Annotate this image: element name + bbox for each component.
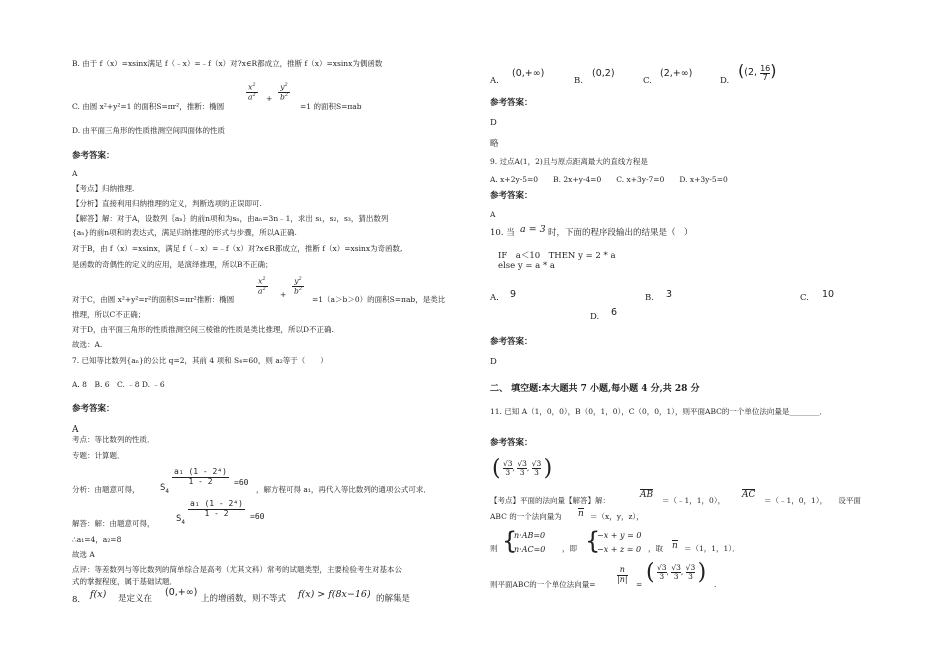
answer-label: 参考答案： [490,98,533,108]
s4-symbol: $S_4$ [160,483,170,495]
q8-text-3: 的解集是 [376,594,411,604]
solution-line-3-tail: ＝（1，1，1）． [684,544,740,553]
jieda-line-1: 【解答】解：对于A，设数列｛aₙ｝的前n项和为sₙ，由aₙ=3n﹣1，求出 s₁，s₂，s₃，猜出数列 [72,214,389,223]
brace-left: { [502,527,518,555]
option-b-value: (0,2) [592,68,615,79]
answer-label: 参考答案： [490,191,533,201]
answer-value: D [490,357,497,367]
option-c-value: (2,+∞) [660,68,693,79]
question-9: 9. 过点A(1，2)且与原点距离最大的直线方程是 [490,157,648,166]
answer-value: A [72,169,78,178]
option-d-text: D. 由平面三角形的性质推测空间四面体的性质 [72,126,226,135]
solution-line-3-prefix: 则 [490,544,498,553]
conclusion: 故选：A. [72,340,103,349]
q8-text-2: 上的增函数，则不等式 [201,594,287,604]
answer-value: A [490,210,496,219]
kaodian-line: 【考点】归纳推理. [72,184,135,193]
answer-value: D [490,118,497,128]
q10-option-d-value: 6 [611,307,618,318]
q10-option-a-label: A. [490,293,499,303]
solution-line-2-tail: ＝（x，y，z）， [590,512,644,521]
normal-vector-n: n [672,541,678,551]
answer-label: 参考答案： [72,151,115,161]
program-line-2: else y = a * a [498,261,555,271]
jieda-line: 解答：解：由题意可得， [72,519,155,528]
q8-interval: (0,+∞) [165,587,198,598]
answer-value: A [72,425,79,435]
q10-option-c-value: 10 [822,289,835,300]
jieda-line-5-tail: =1（a＞b＞0）的面积S=πab，是类比 [312,295,446,304]
unit-vector-fraction: n |n| [617,565,628,584]
question-7: 7. 已知等比数列{aₙ}的公比 q=2，其前 4 项和 S₄=60，则 a₂等于（ ） [72,356,328,365]
option-a-value: (0,+∞) [512,68,545,79]
q8-inequality: f(x) > f(8x−16) [298,589,371,600]
program-line-1: IF a＜10 THEN y = 2 * a [498,251,616,261]
equals-sign: = [636,580,643,589]
s4-fraction: $\frac{\text{a₁ (1 - 2⁴)}}{1 - 2}$ [174,467,227,486]
s4-fraction: $\frac{\text{a₁ (1 - 2⁴)}}{1 - 2}$ [190,499,243,518]
omitted-note: 略 [490,139,499,149]
answer-label: 参考答案： [490,337,533,347]
fraction-x2-a2-b: $\frac{x^2}{a^2}$ [258,276,266,296]
solution-line-4: 则平面ABC的一个单位法向量= [490,580,596,589]
result-line: ∴a₁=4，a₂=8 [72,535,122,544]
option-d-label: D. [720,76,730,86]
choice-line: 故选 A [72,550,95,559]
equation-2: −x + z = 0 [597,545,642,554]
jieda-line-4: 是函数的奇偶性的定义的应用，是演绎推理，所以B不正确； [72,260,273,269]
answer-label: 参考答案： [490,438,533,448]
solution-line-3-take: ，取 [648,544,663,553]
answer-label: 参考答案： [72,404,115,414]
answer-vector: ( $\frac{√3}{3}$ , $\frac{√3}{3}$ , $\frac{√3}{3}$ ) [492,456,553,481]
equals-60: =60 [234,478,249,487]
option-b-text: B. 由于 f（x）=xsinx满足 f（﹣x）=﹣f（x）对?x∈R都成立，推断 f（x）=xsinx为偶函数 [72,59,383,68]
vector-ac: AC [742,490,756,500]
s4-symbol: $S_4$ [176,514,186,526]
period: . [714,580,717,589]
question-11: 11. 已知 A（1，0，0），B（0，1，0），C（0，0，1），则平面ABC的一个单位法向量是________． [490,407,827,416]
jieda-line-6: 推理，所以C不正确； [72,310,146,319]
q10-condition: a = 3 [520,224,546,235]
kaodian-line: 考点：等比数列的性质． [72,435,155,444]
q10-option-d-label: D. [590,312,600,322]
equation-n-ab: n·AB=0 [514,531,546,540]
jieda-line-5: 对于C，由圆 x²+y²=r²的面积S=πr²推断：椭圆 [72,295,235,304]
fraction-y2-b2: $\frac{y^2}{b^2}$ [280,82,288,102]
solution-line-1: 【考点】平面的法向量【解答】解： [490,496,610,505]
option-c-text: C. 由圆 x²+y²=1 的面积S=πr²，推断：椭圆 [72,102,225,111]
section-heading: 二、 填空题:本大题共 7 小题,每小题 4 分,共 28 分 [490,384,700,394]
question-10-prefix: 10. 当 [490,228,515,238]
q10-option-a-value: 9 [510,289,517,300]
vector-ab: AB [640,490,654,500]
option-d-value: ((2, $\frac{16}{7}$ ) [738,61,777,82]
fraction-y2-b2-b: $\frac{y^2}{b^2}$ [294,276,302,296]
fenxi-line: 【分析】直接利用归纳推理的定义，判断选项的正误即可. [72,199,262,208]
question-7-options: A. 8 B. 6 C. ﹣8 D. ﹣6 [72,380,165,389]
jieda-line-7: 对于D，由平面三角形的性质推测空间三棱锥的性质是类比推理，所以D不正确. [72,325,334,334]
option-a-label: A. [490,76,499,86]
solution-line-2: ABC 的一个法向量为 [490,512,562,521]
fenxi-line: 分析：由题意可得， [72,485,140,494]
zhuanti-line: 专题：计算题． [72,451,125,460]
brace-left: { [585,527,601,555]
option-b-label: B. [574,76,583,86]
jieda-line-2: {aₙ}的前n项和的表达式，满足归纳推理的形式与步骤，所以A正确. [72,228,297,237]
q10-option-b-label: B. [645,293,654,303]
question-9-options: A. x+2y-5=0 B. 2x+y-4=0 C. x+3y-7=0 D. x+3y-5=0 [490,175,728,184]
option-c-tail: =1 的面积S=πab [300,102,362,111]
equals-60: =60 [250,512,265,521]
question-8-number: 8. [72,595,81,605]
fenxi-tail: ，解方程可得 a₁，再代入等比数列的通项公式可求． [256,485,431,494]
dianping-line-1: 点评：等差数列与等比数列的简单综合是高考（尤其文科）常考的试题类型，主要检验考生对基本公 [72,565,402,574]
solution-line-1-tail: ＝（﹣1，0，1）， 设平面 [764,496,861,505]
plus-sign: + [280,290,287,299]
q10-option-c-label: C. [800,293,809,303]
normal-vector-n: n [578,509,584,519]
question-10-text: 时，下面的程序段输出的结果是（ ） [548,228,693,238]
q8-function: f(x) [90,589,107,600]
equation-n-ac: n·AC=0 [514,545,546,554]
jieda-line-3: 对于B，由 f（x）=xsinx，满足 f（﹣x）=﹣f（x）对?x∈R都成立，推断 f（x）=xsinx为奇函数, [72,244,403,253]
solution-line-1-mid: ＝（﹣1，1，0）， [662,496,726,505]
fraction-x2-a2: $\frac{x^2}{a^2}$ [248,82,256,102]
equation-1: −x + y = 0 [597,531,642,540]
unit-vector-result: ( $\frac{√3}{3}$ , $\frac{√3}{3}$ , $\frac{√3}{3}$ ) [646,560,707,585]
plus-sign: + [266,94,273,103]
dianping-line-2: 式的掌握程度，属于基础试题． [72,577,177,586]
option-c-label: C. [643,76,652,86]
solution-line-3-mid: ，即 [562,544,577,553]
q10-option-b-value: 3 [666,289,673,300]
q8-text-1: 是定义在 [118,594,153,604]
